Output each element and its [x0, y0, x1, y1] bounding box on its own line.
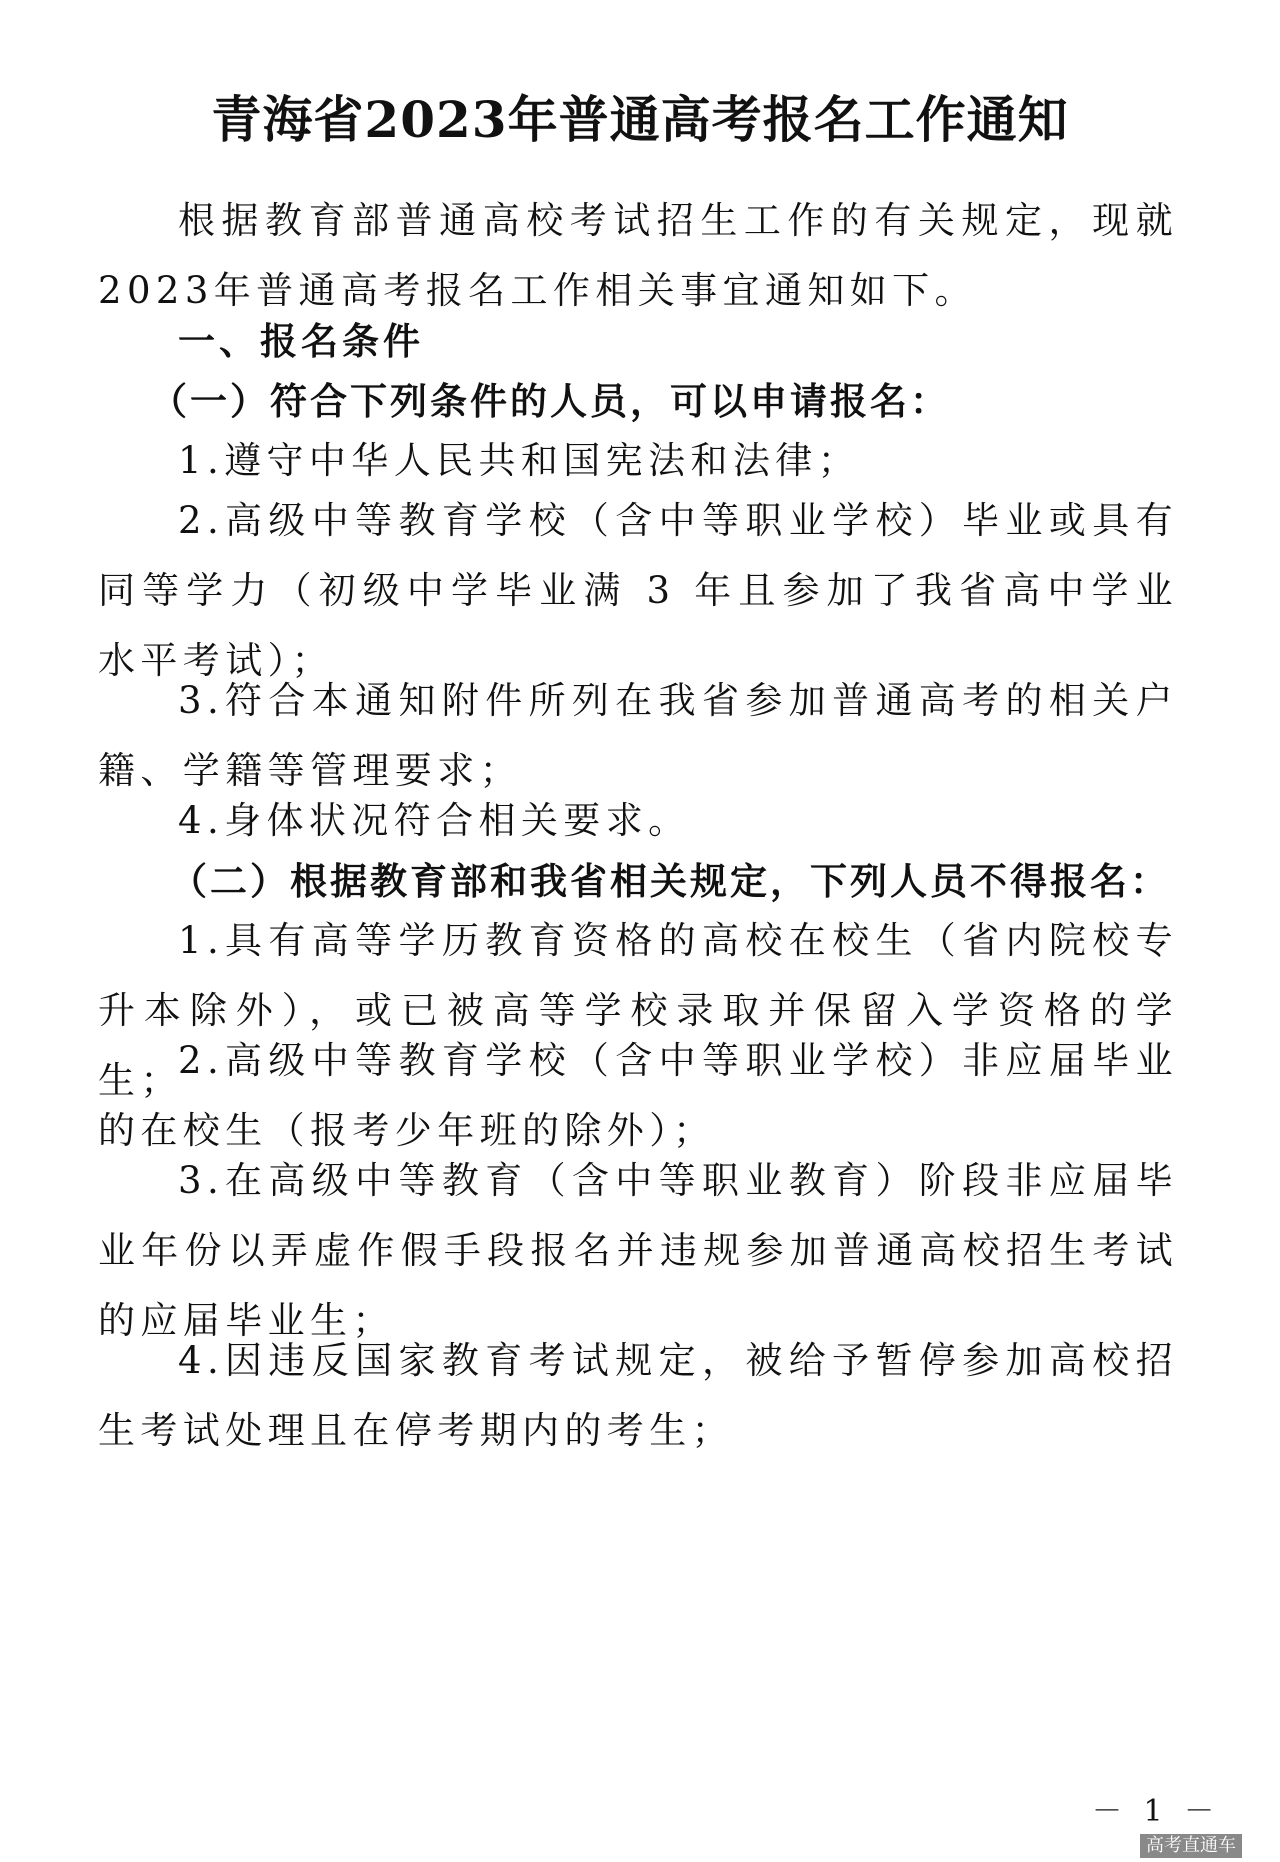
subsection-heading-ineligible: （二）根据教育部和我省相关规定，下列人员不得报名：: [170, 859, 1170, 903]
list-item: 1.具有高等学历教育资格的高校在校生（省内院校专升本除外），或已被高等学校录取并保留入学资格的学生；: [98, 919, 1178, 1102]
list-item: 4.因违反国家教育考试规定，被给予暂停参加高校招生考试处理且在停考期内的考生；: [98, 1339, 1178, 1452]
subsection-heading-eligible: （一）符合下列条件的人员，可以申请报名：: [150, 379, 950, 423]
document-title: 青海省2023年普通高考报名工作通知: [211, 90, 1069, 149]
list-item: 2.高级中等教育学校（含中等职业学校）毕业或具有同等学力（初级中学毕业满 3 年且参加了我省高中学业水平考试）；: [98, 499, 1178, 682]
watermark: 高考直通车: [1140, 1834, 1242, 1858]
section-heading-registration-conditions: 一、报名条件: [178, 319, 424, 363]
intro-paragraph: 根据教育部普通高校考试招生工作的有关规定，现就2023年普通高考报名工作相关事宜通知如下。: [98, 199, 1178, 312]
list-item: 2.高级中等教育学校（含中等职业学校）非应届毕业的在校生（报考少年班的除外）；: [98, 1039, 1178, 1152]
list-item: 3.在高级中等教育（含中等职业教育）阶段非应届毕业年份以弄虚作假手段报名并违规参加普通高校招生考试的应届毕业生；: [98, 1159, 1178, 1342]
list-item: 1.遵守中华人民共和国宪法和法律；: [178, 439, 861, 482]
page-number: － 1 －: [1092, 1794, 1221, 1829]
list-item: 4.身体状况符合相关要求。: [178, 799, 691, 842]
list-item: 3.符合本通知附件所列在我省参加普通高考的相关户籍、学籍等管理要求；: [98, 679, 1178, 792]
